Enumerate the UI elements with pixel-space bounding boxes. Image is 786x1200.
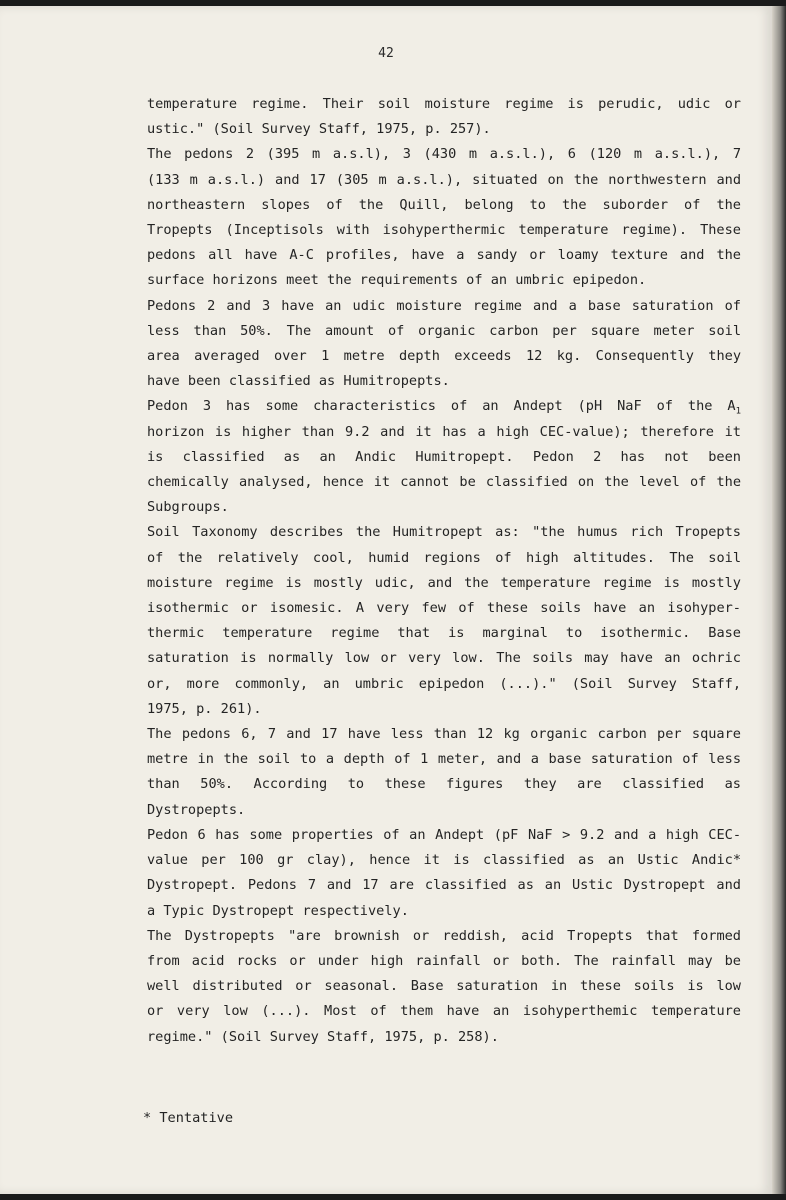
text-line: than 50%. According to these figures they are classified as (147, 776, 741, 793)
subscript: 1 (735, 407, 741, 418)
text-line: The pedons 2 (395 m a.s.l), 3 (430 m a.s.l.), 6 (120 m a.s.l.), 7 (147, 146, 741, 163)
document-page (0, 6, 772, 1194)
text-line: 1975, p. 261). (147, 700, 262, 717)
text-line: temperature regime. Their soil moisture regime is perudic, udic or (147, 96, 741, 112)
text-line: isothermic or isomesic. A very few of these soils have an isohyper- (147, 600, 741, 617)
text-line: from acid rocks or under high rainfall or both. The rainfall may be (147, 952, 741, 969)
text-line: horizon is higher than 9.2 and it has a high CEC-value); therefore it (147, 423, 741, 440)
text-line: saturation is normally low or very low. The soils may have an ochric (147, 650, 741, 667)
text-line: is classified as an Andic Humitropept. Pedon 2 has not been (147, 448, 741, 465)
text-line: thermic temperature regime that is marginal to isothermic. Base (147, 625, 741, 642)
text-line: Dystropepts. (147, 801, 246, 818)
text-line: (133 m a.s.l.) and 17 (305 m a.s.l.), situated on the northwestern and (147, 171, 741, 188)
text-line: The pedons 6, 7 and 17 have less than 12 kg organic carbon per square (147, 726, 741, 743)
text-line: value per 100 gr clay), hence it is classified as an Ustic Andic* (147, 852, 741, 869)
text-line: chemically analysed, hence it cannot be classified on the level of the (147, 474, 741, 491)
text-line: pedons all have A-C profiles, have a sandy or loamy texture and the (147, 247, 741, 264)
text-line: Pedon 3 has some characteristics of an Andept (pH NaF of the A (147, 398, 736, 415)
text-line: Pedons 2 and 3 have an udic moisture regime and a base saturation of (147, 297, 741, 314)
text-line: well distributed or seasonal. Base saturation in these soils is low (147, 978, 741, 995)
text-line: or very low (...). Most of them have an isohyperthemic temperature (147, 1003, 741, 1020)
text-line: have been classified as Humitropepts. (147, 373, 450, 390)
text-line: area averaged over 1 metre depth exceeds 12 kg. Consequently they (147, 348, 741, 365)
text-line: ustic." (Soil Survey Staff, 1975, p. 257). (147, 121, 491, 138)
text-line: Pedon 6 has some properties of an Andept (pF NaF > 9.2 and a high CEC- (147, 826, 741, 843)
text-line: moisture regime is mostly udic, and the temperature regime is mostly (147, 574, 741, 591)
text-line: regime." (Soil Survey Staff, 1975, p. 258). (147, 1028, 499, 1045)
text-line: northeastern slopes of the Quill, belong to the suborder of the (147, 196, 741, 213)
footnote: * Tentative (143, 1110, 234, 1126)
text-line: metre in the soil to a depth of 1 meter, and a base saturation of less (147, 751, 741, 768)
text-line: or, more commonly, an umbric epipedon (...)." (Soil Survey Staff, (147, 675, 741, 692)
text-line: less than 50%. The amount of organic carbon per square meter soil (147, 322, 741, 339)
text-line: Soil Taxonomy describes the Humitropept as: "the humus rich Tropepts (147, 524, 741, 541)
text-line: The Dystropepts "are brownish or reddish, acid Tropepts that formed (147, 927, 741, 944)
text-line: of the relatively cool, humid regions of high altitudes. The soil (147, 549, 741, 566)
text-line: surface horizons meet the requirements of an umbric epipedon. (147, 272, 647, 289)
text-line: Tropepts (Inceptisols with isohyperthermic temperature regime). These (147, 222, 741, 239)
text-line-with-subscript (147, 394, 741, 419)
body-text (147, 92, 741, 1050)
text-line: Subgroups. (147, 499, 229, 516)
text-line: Dystropept. Pedons 7 and 17 are classified as an Ustic Dystropept and (147, 877, 741, 894)
page-number: 42 (378, 46, 394, 61)
page-edge (772, 6, 786, 1194)
text-line: a Typic Dystropept respectively. (147, 902, 409, 919)
